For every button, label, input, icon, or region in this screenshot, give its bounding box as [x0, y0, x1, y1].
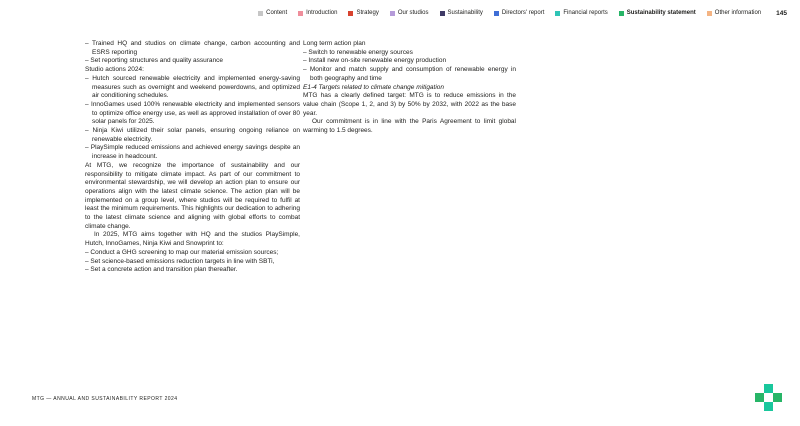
bullet-item: – Install new on-site renewable energy production: [303, 57, 447, 65]
nav-color-square: [390, 11, 395, 16]
right-column: [303, 40, 516, 136]
bullet-item: – PlaySimple reduced emissions and achieved energy savings despite an increase in headcount.: [85, 144, 300, 161]
logo-square: [764, 384, 773, 393]
nav-color-square: [494, 11, 499, 16]
nav-item-sustainability[interactable]: [440, 10, 483, 17]
nav-item-label: Other information: [714, 10, 762, 16]
nav-item-label: Strategy: [356, 10, 379, 16]
bullet-item: – Set reporting structures and quality assurance: [85, 57, 224, 65]
nav-item-financial-reports[interactable]: [555, 10, 607, 17]
nav-item-label: Sustainability: [447, 10, 483, 16]
nav-item-strategy[interactable]: [348, 10, 378, 17]
nav-item-label: Sustainability statement: [626, 10, 696, 16]
nav-item-directors-report[interactable]: [494, 10, 545, 17]
nav-color-square: [348, 11, 353, 16]
bullet-item: – Set science-based emissions reduction targets in line with SBTi,: [85, 257, 275, 265]
nav-item-label: Directors' report: [501, 10, 545, 16]
body-paragraph: MTG has a clearly defined target: MTG is to reduce emissions in the value chain (Scope 1, 2, and 3) by 50% by 2032, with 2022 as the base year.: [303, 92, 516, 117]
section-nav: [0, 10, 787, 17]
nav-color-square: [707, 11, 712, 16]
studio-actions-heading: Studio actions 2024:: [85, 66, 144, 74]
page-number: 145: [776, 10, 787, 17]
e1-4-section-heading: E1-4 Targets related to climate change mitigation: [303, 83, 445, 91]
long-term-plan-heading: Long term action plan: [303, 40, 366, 47]
nav-item-label: Financial reports: [563, 10, 608, 16]
nav-item-label: Our studios: [397, 10, 429, 16]
nav-item-introduction[interactable]: [298, 10, 337, 17]
bullet-item: – InnoGames used 100% renewable electricity and implemented sensors to optimize office energy use, as well as approved installation of over 80 solar panels for 2025.: [85, 100, 300, 126]
nav-item-label: Content: [266, 10, 288, 16]
bullet-item: – Ninja Kiwi utilized their solar panels, ensuring ongoing reliance on renewable electricity.: [85, 127, 300, 143]
logo-square: [764, 402, 773, 411]
bullet-item: – Conduct a GHG screening to map our material emission sources;: [85, 248, 279, 256]
bullet-item: – Trained HQ and studios on climate change, carbon accounting and ESRS reporting: [85, 40, 300, 56]
nav-item-our-studios[interactable]: [390, 10, 429, 17]
mtg-pixel-logo-icon: [755, 384, 782, 411]
nav-color-square: [298, 11, 303, 16]
footer-report-title: MTG — ANNUAL AND SUSTAINABILITY REPORT 2024: [32, 396, 178, 402]
bullet-item: – Hutch sourced renewable electricity and implemented energy-saving measures such as overnight and weekend powerdowns, and optimized air conditioning schedules.: [85, 74, 300, 100]
bullet-item: – Monitor and match supply and consumption of renewable energy in both geography and time: [303, 66, 516, 82]
body-paragraph: At MTG, we recognize the importance of sustainability and our responsibility to mitigate climate impact. As part of our commitment to environmental stewardship, we will develop an action plan to ensure our operations align with the latest climate science. The action plan will be implemented on a group level, where studios will be required to fulfil at least the minimum requirements. This highlights our dedication to adhering to the latest climate science and aligning with global efforts to combat climate change.: [85, 161, 300, 230]
nav-color-square: [555, 11, 560, 16]
logo-square: [755, 393, 764, 402]
bullet-item: – Set a concrete action and transition plan thereafter.: [85, 266, 238, 274]
logo-square: [773, 393, 782, 402]
left-column: [85, 40, 300, 275]
nav-item-content[interactable]: [258, 10, 287, 17]
bullet-item: – Switch to renewable energy sources: [303, 48, 413, 56]
body-paragraph: In 2025, MTG aims together with HQ and the studios PlaySimple, Hutch, InnoGames, Ninja Kiwi and Snowprint to:: [85, 231, 300, 248]
nav-item-label: Introduction: [306, 10, 338, 16]
nav-color-square: [619, 11, 624, 16]
nav-color-square: [440, 11, 445, 16]
body-paragraph: Our commitment is in line with the Paris Agreement to limit global warming to 1.5 degrees.: [303, 118, 516, 135]
nav-color-square: [258, 11, 263, 16]
nav-item-sustainability-statement[interactable]: [619, 10, 696, 17]
nav-item-other-information[interactable]: [707, 10, 761, 17]
